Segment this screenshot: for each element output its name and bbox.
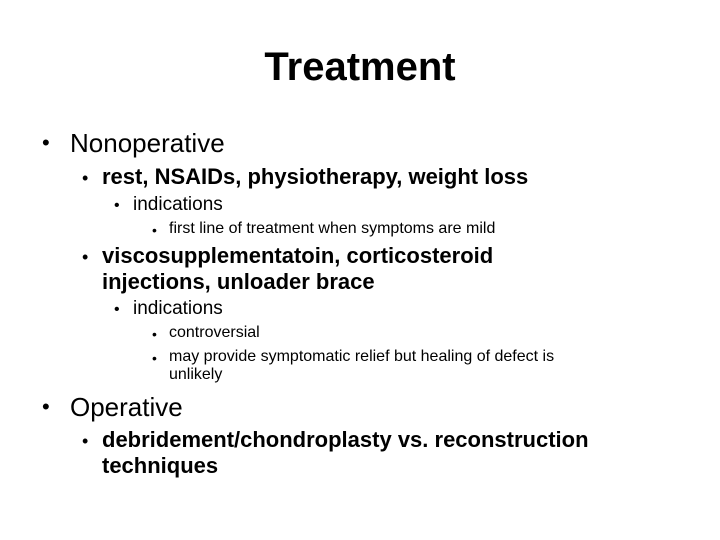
bullet-text: first line of treatment when symptoms are mild <box>169 220 496 237</box>
bullet-marker: • <box>152 350 157 366</box>
bullet-text: Operative <box>70 392 183 422</box>
bullet-marker: • <box>82 247 89 267</box>
bullet-marker: • <box>152 222 157 238</box>
bullet-marker: • <box>82 168 89 188</box>
bullet-text-line2: unlikely <box>169 366 223 383</box>
bullet-marker: • <box>82 431 89 451</box>
bullet-marker: • <box>114 301 120 318</box>
bullet-marker: • <box>114 197 120 214</box>
slide-title: Treatment <box>264 45 456 89</box>
bullet-text: controversial <box>169 324 260 341</box>
bullet-text-line2: injections, unloader brace <box>102 269 375 294</box>
bullet-marker: • <box>42 130 50 155</box>
bullet-text: rest, NSAIDs, physiotherapy, weight loss <box>102 164 529 189</box>
bullet-text-line1: viscosupplementatoin, corticosteroid <box>102 243 494 268</box>
bullet-text: indications <box>133 298 223 319</box>
bullet-text-line1: may provide symptomatic relief but healing of defect is <box>169 348 555 365</box>
bullet-marker: • <box>152 326 157 342</box>
bullet-text-line2: techniques <box>102 453 219 478</box>
bullet-text: Nonoperative <box>70 128 225 158</box>
bullet-marker: • <box>42 394 50 419</box>
bullet-text-line1: debridement/chondroplasty vs. reconstruction <box>102 427 589 452</box>
bullet-text: indications <box>133 194 223 215</box>
